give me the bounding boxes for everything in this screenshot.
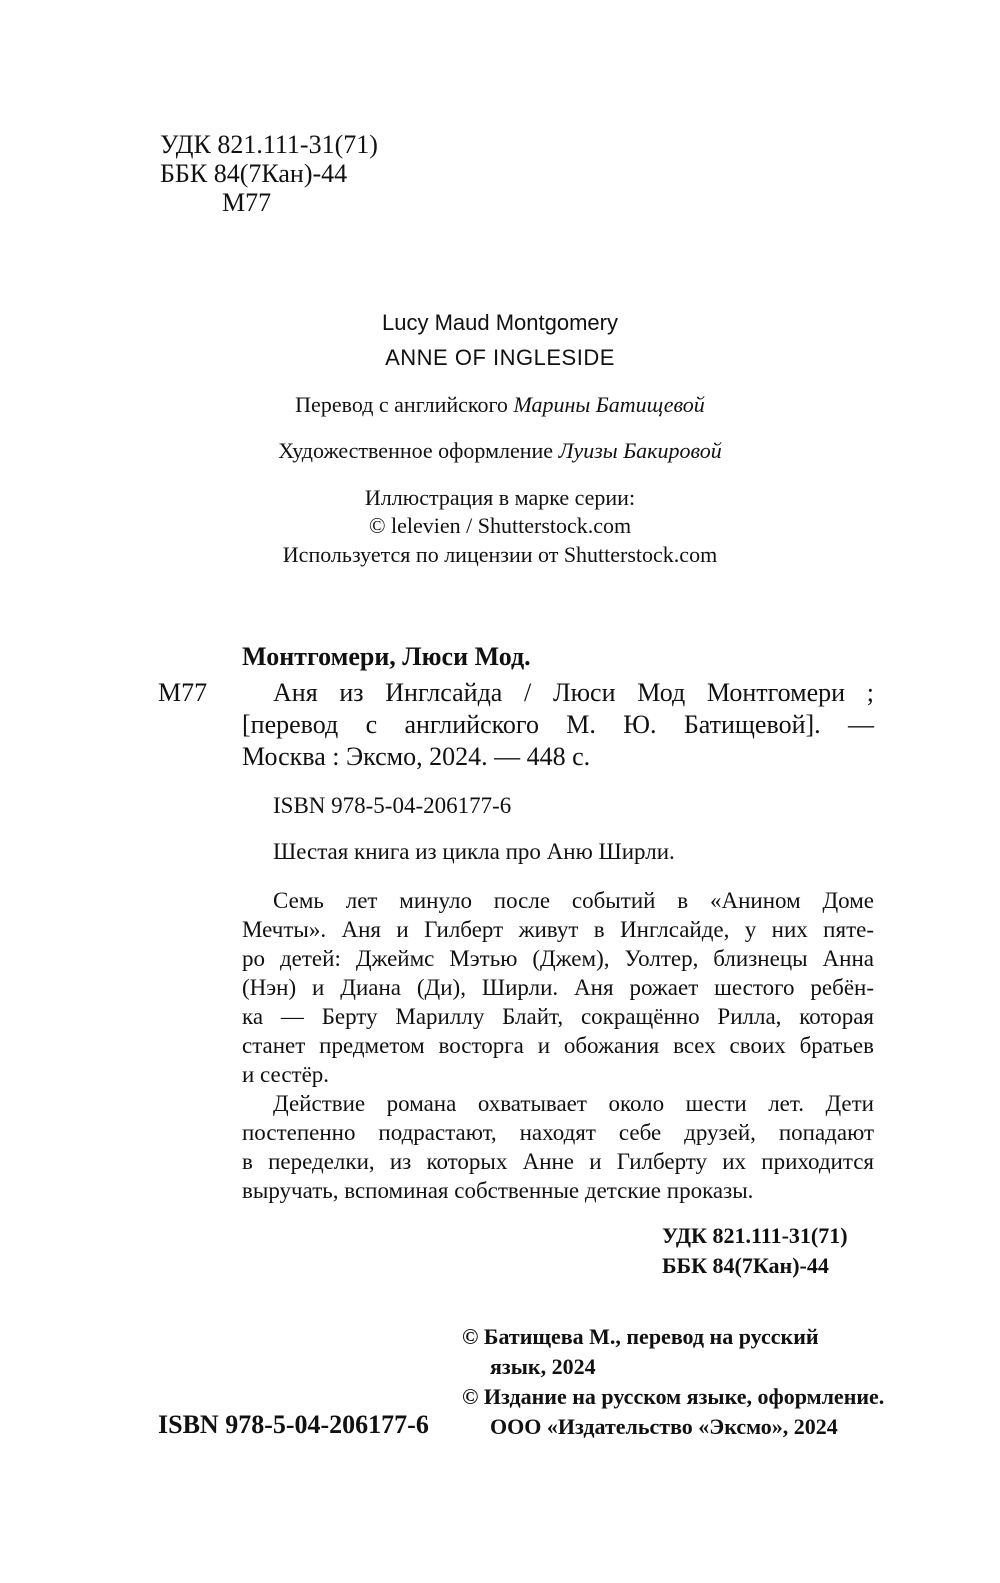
annotation-line: ка — Берту Мариллу Блайт, сокращённо Рилла, которая [242,1004,874,1029]
bottom-udk-code: УДК 821.111-31(71) [662,1223,848,1248]
catalog-imprint-line: Москва : Эксмо, 2024. — 448 с. [242,742,591,771]
copyright-translation-line2: язык, 2024 [490,1354,596,1379]
catalog-translation-line: [перевод с английского М. Ю. Батищевой]. — [242,710,874,739]
author-mark: М77 [222,188,272,217]
translation-credit [0,390,1000,420]
designer-name: Луизы Бакировой [558,438,722,463]
catalog-title-line: Аня из Инглсайда / Люси Мод Монтгомери ; [273,678,874,707]
annotation-line: постепенно подрастают, находят себе друзей, попадают [242,1120,874,1145]
isbn-bottom: ISBN 978-5-04-206177-6 [158,1410,429,1439]
catalog-mark: М77 [158,678,208,707]
illustration-credit-line3: Используется по лицензии от Shutterstock.com [282,542,718,567]
annotation-line: Семь лет минуло после событий в «Анином Доме [273,888,874,913]
bottom-bbk-code: ББК 84(7Кан)-44 [662,1253,829,1278]
design-prefix: Художественное оформление [278,438,559,463]
annotation-line: в переделки, из которых Анне и Гилберту их приходится [242,1149,874,1174]
catalog-isbn: ISBN 978-5-04-206177-6 [273,793,512,818]
original-author: Lucy Maud Montgomery [382,310,618,335]
annotation-line: и сестёр. [242,1062,330,1087]
illustration-credit-line1: Иллюстрация в марке серии: [364,485,636,510]
translation-prefix: Перевод с английского [295,392,514,417]
annotation-line: выручать, вспоминая собственные детские проказы. [242,1178,754,1203]
bbk-code: ББК 84(7Кан)-44 [160,159,348,188]
translator-name: Марины Батищевой [513,392,705,417]
annotation-line: (Нэн) и Диана (Ди), Ширли. Аня рожает шестого ребён- [242,975,874,1000]
annotation-line: Мечты». Аня и Гилберт живут в Инглсайде, у них пяте- [242,917,874,942]
design-credit [0,436,1000,466]
copyright-translation-line1: © Батищева М., перевод на русский [462,1324,819,1349]
copyright-edition-line1: © Издание на русском языке, оформление. [462,1384,885,1409]
original-title: ANNE OF INGLESIDE [385,345,615,370]
annotation-line: ро детей: Джеймс Мэтью (Джем), Уолтер, близнецы Анна [242,946,874,971]
catalog-heading: Монтгомери, Люси Мод. [242,642,531,671]
udk-code: УДК 821.111-31(71) [160,130,378,159]
annotation-line: Действие романа охватывает около шести лет. Дети [273,1091,874,1116]
annotation-line: станет предметом восторга и обожания всех своих братьев [242,1033,874,1058]
copyright-edition-line2: ООО «Издательство «Эксмо», 2024 [490,1414,838,1439]
illustration-credit-line2: © lelevien / Shutterstock.com [368,513,632,538]
series-note: Шестая книга из цикла про Аню Ширли. [273,839,675,864]
